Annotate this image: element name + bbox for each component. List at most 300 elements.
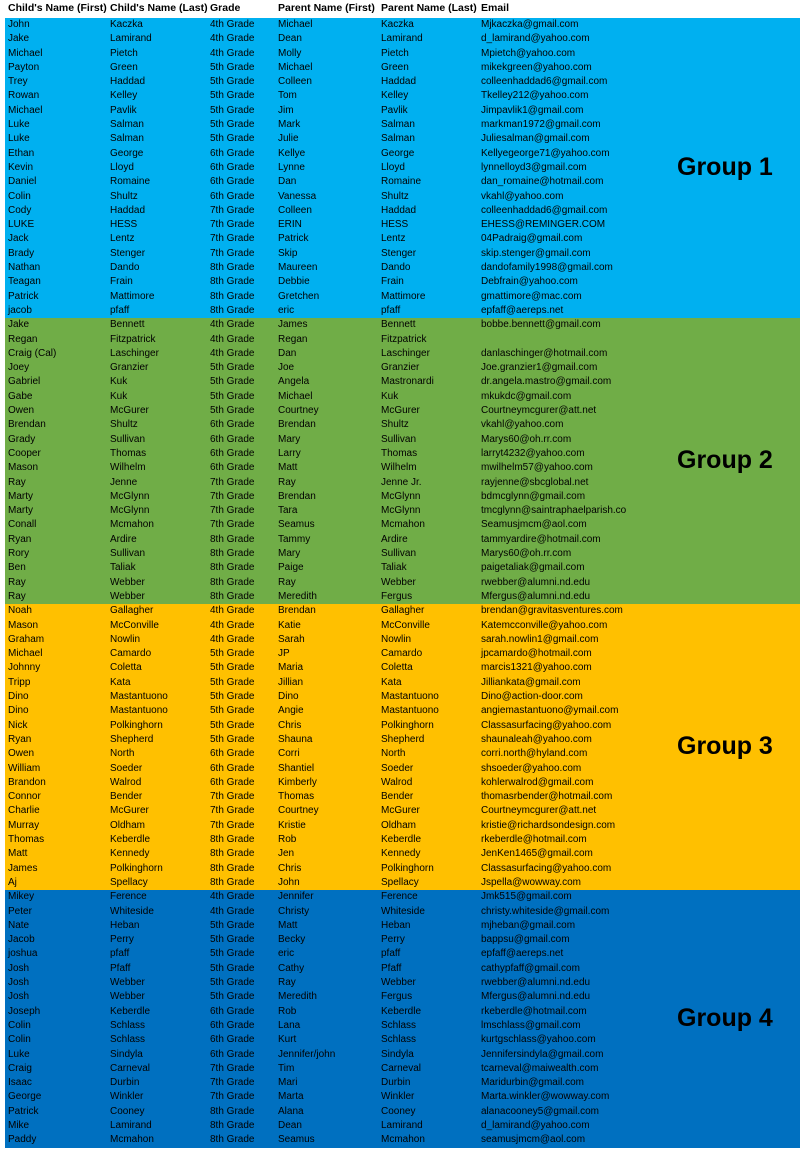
cell-child-last: Kelley: [110, 90, 138, 102]
cell-child-first: Luke: [8, 133, 30, 145]
cell-parent-last: George: [381, 147, 415, 159]
cell-parent-first: John: [278, 876, 300, 888]
table-row: [5, 890, 800, 904]
cell-parent-first: Mary: [278, 433, 301, 445]
cell-child-last: Mcmahon: [110, 1134, 154, 1146]
cell-email: alanacooney5@gmail.com: [481, 1105, 599, 1117]
cell-grade: 5th Grade: [210, 962, 255, 974]
cell-grade: 6th Grade: [210, 748, 255, 760]
cell-parent-last: Carneval: [381, 1062, 422, 1074]
cell-grade: 4th Grade: [210, 333, 255, 345]
cell-child-last: McGurer: [110, 805, 149, 817]
cell-grade: 5th Grade: [210, 705, 255, 717]
cell-child-first: Kevin: [8, 161, 34, 173]
cell-grade: 8th Grade: [210, 876, 255, 888]
cell-parent-first: Lana: [278, 1019, 301, 1031]
cell-email: mkukdc@gmail.com: [481, 390, 572, 402]
cell-child-first: Nick: [8, 719, 28, 731]
cell-child-first: John: [8, 19, 30, 30]
cell-child-first: Jacob: [8, 934, 35, 946]
cell-parent-last: Bender: [381, 791, 414, 803]
cell-child-last: Keberdle: [110, 1005, 151, 1017]
header-parent-first: Parent Name (First): [278, 2, 375, 14]
cell-child-first: Nathan: [8, 262, 41, 274]
header-child-first: Child's Name (First): [8, 2, 107, 14]
cell-child-first: Aj: [8, 876, 17, 888]
cell-email: gmattimore@mac.com: [481, 290, 582, 302]
cell-email: paigetaliak@gmail.com: [481, 562, 585, 574]
table-row: [5, 990, 800, 1004]
cell-child-first: Colin: [8, 190, 31, 202]
cell-parent-first: Maria: [278, 662, 304, 674]
cell-grade: 5th Grade: [210, 362, 255, 374]
cell-email: vkahl@yahoo.com: [481, 419, 564, 431]
cell-child-first: LUKE: [8, 219, 35, 231]
cell-email: Katemcconville@yahoo.com: [481, 619, 608, 631]
cell-parent-first: Alana: [278, 1105, 304, 1117]
cell-child-first: Marty: [8, 490, 33, 502]
cell-child-first: Cody: [8, 204, 32, 216]
cell-child-last: Salman: [110, 133, 144, 145]
cell-parent-last: Perry: [381, 934, 405, 946]
cell-grade: 5th Grade: [210, 648, 255, 660]
cell-parent-last: Winkler: [381, 1091, 415, 1103]
cell-child-last: Webber: [110, 977, 145, 989]
cell-child-last: Jenne: [110, 476, 138, 488]
cell-email: colleenhaddad6@gmail.com: [481, 204, 608, 216]
cell-grade: 7th Grade: [210, 805, 255, 817]
cell-child-first: Rory: [8, 548, 30, 560]
cell-grade: 5th Grade: [210, 733, 255, 745]
cell-child-last: Whiteside: [110, 905, 154, 917]
table-row: [5, 776, 800, 790]
cell-grade: 6th Grade: [210, 176, 255, 188]
cell-child-last: Mastantuono: [110, 691, 168, 703]
cell-grade: 7th Grade: [210, 219, 255, 231]
cell-grade: 7th Grade: [210, 505, 255, 517]
cell-parent-first: Matt: [278, 919, 298, 931]
groups-container: [5, 18, 800, 1148]
cell-child-last: Shultz: [110, 419, 138, 431]
table-row: [5, 490, 800, 504]
cell-parent-first: Matt: [278, 462, 298, 474]
cell-child-first: Jack: [8, 233, 29, 245]
cell-child-last: Durbin: [110, 1077, 140, 1089]
cell-child-first: Rowan: [8, 90, 40, 102]
cell-child-last: Webber: [110, 991, 145, 1003]
cell-grade: 8th Grade: [210, 1105, 255, 1117]
cell-child-last: Granzier: [110, 362, 149, 374]
cell-parent-first: Tammy: [278, 533, 311, 545]
table-row: [5, 89, 800, 103]
group-block: [5, 604, 800, 890]
cell-parent-last: Oldham: [381, 819, 417, 831]
cell-child-last: Gallagher: [110, 605, 154, 617]
cell-child-last: Mattimore: [110, 290, 155, 302]
cell-grade: 4th Grade: [210, 33, 255, 45]
table-row: [5, 261, 800, 275]
table-row: [5, 390, 800, 404]
cell-email: 04Padraig@gmail.com: [481, 233, 583, 245]
cell-parent-first: Colleen: [278, 76, 312, 88]
cell-parent-last: Lamirand: [381, 1120, 423, 1132]
table-row: [5, 75, 800, 89]
cell-parent-last: Lloyd: [381, 161, 405, 173]
cell-child-last: Winkler: [110, 1091, 144, 1103]
table-row: [5, 518, 800, 532]
cell-parent-first: Dino: [278, 691, 299, 703]
table-row: [5, 604, 800, 618]
cell-child-last: Soeder: [110, 762, 143, 774]
cell-child-last: George: [110, 147, 144, 159]
table-row: [5, 762, 800, 776]
cell-child-last: McGurer: [110, 405, 149, 417]
cell-parent-last: Granzier: [381, 362, 420, 374]
cell-parent-first: Chris: [278, 719, 302, 731]
cell-child-last: Stenger: [110, 247, 146, 259]
cell-email: larryt4232@yahoo.com: [481, 447, 585, 459]
cell-child-last: Fitzpatrick: [110, 333, 156, 345]
cell-child-last: Heban: [110, 919, 140, 931]
cell-child-first: Jake: [8, 319, 30, 331]
cell-parent-last: Shepherd: [381, 733, 425, 745]
cell-email: Marys60@oh.rr.com: [481, 433, 572, 445]
cell-parent-first: Joe: [278, 362, 295, 374]
cell-parent-first: Tim: [278, 1062, 295, 1074]
cell-parent-last: Mastantuono: [381, 691, 439, 703]
cell-parent-first: Cathy: [278, 962, 305, 974]
cell-child-first: Ray: [8, 590, 26, 602]
cell-child-first: Grady: [8, 433, 36, 445]
table-row: [5, 118, 800, 132]
cell-email: bappsu@gmail.com: [481, 934, 570, 946]
cell-child-first: Craig: [8, 1062, 32, 1074]
cell-parent-last: Kata: [381, 676, 402, 688]
cell-email: mikekgreen@yahoo.com: [481, 61, 592, 73]
cell-parent-first: Dean: [278, 33, 302, 45]
cell-grade: 5th Grade: [210, 919, 255, 931]
cell-parent-first: Molly: [278, 47, 302, 59]
cell-child-first: Craig (Cal): [8, 347, 57, 359]
cell-email: Dino@action-door.com: [481, 691, 583, 703]
header-parent-last: Parent Name (Last): [381, 2, 477, 14]
cell-child-last: Wilhelm: [110, 462, 146, 474]
cell-child-first: Peter: [8, 905, 32, 917]
cell-grade: 5th Grade: [210, 376, 255, 388]
cell-grade: 7th Grade: [210, 490, 255, 502]
cell-parent-last: Whiteside: [381, 905, 425, 917]
cell-child-first: Luke: [8, 1048, 30, 1060]
cell-grade: 5th Grade: [210, 76, 255, 88]
cell-parent-last: Haddad: [381, 204, 417, 216]
table-row: [5, 933, 800, 947]
table-row: [5, 590, 800, 604]
cell-parent-last: Polkinghorn: [381, 719, 434, 731]
cell-parent-last: Schlass: [381, 1019, 417, 1031]
cell-email: Maridurbin@gmail.com: [481, 1077, 584, 1089]
cell-parent-last: Pietch: [381, 47, 409, 59]
cell-child-first: Mike: [8, 1120, 30, 1132]
group-block: [5, 18, 800, 318]
cell-child-last: Shepherd: [110, 733, 154, 745]
table-row: [5, 32, 800, 46]
cell-email: Jspella@wowway.com: [481, 876, 581, 888]
cell-grade: 4th Grade: [210, 891, 255, 903]
cell-email: Classasurfacing@yahoo.com: [481, 862, 612, 874]
cell-child-first: Johnny: [8, 662, 41, 674]
cell-parent-first: Courtney: [278, 405, 319, 417]
cell-email: mwilhelm57@yahoo.com: [481, 462, 593, 474]
cell-parent-last: Lamirand: [381, 33, 423, 45]
cell-email: bobbe.bennett@gmail.com: [481, 319, 601, 331]
cell-child-first: jacob: [8, 304, 32, 316]
cell-grade: 8th Grade: [210, 562, 255, 574]
cell-parent-last: McConville: [381, 619, 430, 631]
cell-child-first: joshua: [8, 948, 38, 960]
cell-parent-last: Green: [381, 61, 409, 73]
cell-child-last: Romaine: [110, 176, 151, 188]
cell-parent-last: Coletta: [381, 662, 413, 674]
cell-email: tcarneval@maiwealth.com: [481, 1062, 599, 1074]
cell-parent-first: Lynne: [278, 161, 305, 173]
cell-grade: 4th Grade: [210, 605, 255, 617]
table-row: [5, 433, 800, 447]
cell-email: shsoeder@yahoo.com: [481, 762, 582, 774]
cell-email: christy.whiteside@gmail.com: [481, 905, 610, 917]
cell-child-last: McConville: [110, 619, 159, 631]
cell-child-first: Ray: [8, 476, 26, 488]
cell-parent-last: Walrod: [381, 776, 413, 788]
cell-parent-first: Tara: [278, 505, 298, 517]
cell-parent-last: Jenne Jr.: [381, 476, 422, 488]
table-row: [5, 661, 800, 675]
table-row: [5, 947, 800, 961]
cell-grade: 5th Grade: [210, 691, 255, 703]
cell-email: epfaff@aereps.net: [481, 948, 564, 960]
cell-child-first: Marty: [8, 505, 33, 517]
cell-parent-first: Maureen: [278, 262, 318, 274]
cell-parent-first: Dan: [278, 347, 297, 359]
cell-child-first: Murray: [8, 819, 40, 831]
cell-child-first: Brady: [8, 247, 35, 259]
cell-child-last: Webber: [110, 590, 145, 602]
cell-parent-first: Shauna: [278, 733, 313, 745]
cell-parent-first: Skip: [278, 247, 298, 259]
cell-child-first: Michael: [8, 104, 43, 116]
table-row: [5, 547, 800, 561]
cell-parent-last: Webber: [381, 977, 416, 989]
cell-parent-first: Angie: [278, 705, 304, 717]
cell-parent-first: Angela: [278, 376, 310, 388]
cell-grade: 7th Grade: [210, 1062, 255, 1074]
table-row: [5, 533, 800, 547]
cell-grade: 6th Grade: [210, 1048, 255, 1060]
cell-parent-first: Becky: [278, 934, 306, 946]
cell-parent-last: Bennett: [381, 319, 416, 331]
cell-child-first: Ryan: [8, 733, 32, 745]
cell-parent-last: Mattimore: [381, 290, 426, 302]
cell-child-last: Sullivan: [110, 548, 146, 560]
cell-parent-last: Fergus: [381, 991, 413, 1003]
cell-child-first: William: [8, 762, 41, 774]
cell-child-first: Noah: [8, 605, 32, 617]
cell-email: tammyardire@hotmail.com: [481, 533, 601, 545]
cell-email: Courtneymcgurer@att.net: [481, 405, 597, 417]
cell-child-first: Mason: [8, 619, 39, 631]
cell-child-first: Matt: [8, 848, 28, 860]
cell-grade: 5th Grade: [210, 719, 255, 731]
cell-parent-last: Pfaff: [381, 962, 402, 974]
group-label: Group 1: [677, 153, 773, 182]
cell-email: sarah.nowlin1@gmail.com: [481, 633, 599, 645]
table-row: [5, 333, 800, 347]
cell-grade: 6th Grade: [210, 762, 255, 774]
cell-grade: 5th Grade: [210, 405, 255, 417]
table-row: [5, 47, 800, 61]
cell-child-last: pfaff: [110, 948, 130, 960]
table-row: [5, 218, 800, 232]
cell-email: bdmcglynn@gmail.com: [481, 490, 586, 502]
table-row: [5, 361, 800, 375]
cell-email: Mfergus@alumni.nd.edu: [481, 590, 591, 602]
cell-parent-first: Kurt: [278, 1034, 297, 1046]
cell-parent-first: Tom: [278, 90, 297, 102]
cell-parent-first: ERIN: [278, 219, 302, 231]
table-row: [5, 561, 800, 575]
cell-child-first: Graham: [8, 633, 45, 645]
cell-grade: 4th Grade: [210, 319, 255, 331]
cell-email: dan_romaine@hotmail.com: [481, 176, 604, 188]
table-row: [5, 1062, 800, 1076]
cell-child-last: Thomas: [110, 447, 147, 459]
cell-parent-first: Rob: [278, 834, 297, 846]
table-row: [5, 919, 800, 933]
table-row: [5, 104, 800, 118]
cell-child-last: HESS: [110, 219, 138, 231]
cell-grade: 5th Grade: [210, 119, 255, 131]
cell-parent-last: McGlynn: [381, 490, 421, 502]
cell-parent-first: Katie: [278, 619, 301, 631]
cell-child-first: Paddy: [8, 1134, 37, 1146]
header-child-last: Child's Name (Last): [110, 2, 208, 14]
cell-grade: 8th Grade: [210, 290, 255, 302]
table-row: [5, 61, 800, 75]
cell-child-first: Trey: [8, 76, 28, 88]
cell-parent-last: pfaff: [381, 304, 401, 316]
table-row: [5, 633, 800, 647]
cell-child-first: Gabe: [8, 390, 33, 402]
cell-child-last: Coletta: [110, 662, 142, 674]
cell-child-first: Charlie: [8, 805, 40, 817]
cell-child-last: Oldham: [110, 819, 146, 831]
cell-parent-last: Thomas: [381, 447, 418, 459]
cell-child-first: Payton: [8, 61, 40, 73]
cell-child-last: Haddad: [110, 76, 146, 88]
cell-grade: 7th Grade: [210, 819, 255, 831]
table-row: [5, 204, 800, 218]
cell-child-last: Lamirand: [110, 33, 152, 45]
cell-parent-first: Brendan: [278, 419, 316, 431]
cell-child-last: Cooney: [110, 1105, 145, 1117]
cell-email: epfaff@aereps.net: [481, 304, 564, 316]
cell-child-first: Isaac: [8, 1077, 32, 1089]
cell-child-last: Laschinger: [110, 347, 159, 359]
cell-email: Joe.granzier1@gmail.com: [481, 362, 598, 374]
cell-parent-first: eric: [278, 948, 295, 960]
cell-child-last: pfaff: [110, 304, 130, 316]
cell-grade: 5th Grade: [210, 991, 255, 1003]
cell-parent-first: Kristie: [278, 819, 306, 831]
cell-parent-last: McGurer: [381, 405, 420, 417]
cell-child-last: Pietch: [110, 47, 138, 59]
cell-email: rwebber@alumni.nd.edu: [481, 576, 591, 588]
cell-email: d_lamirand@yahoo.com: [481, 1120, 590, 1132]
cell-email: EHESS@REMINGER.COM: [481, 219, 606, 231]
cell-parent-first: Regan: [278, 333, 308, 345]
cell-child-last: McGlynn: [110, 490, 150, 502]
cell-parent-first: Colleen: [278, 204, 312, 216]
cell-parent-last: Shultz: [381, 419, 409, 431]
cell-grade: 5th Grade: [210, 934, 255, 946]
cell-grade: 5th Grade: [210, 948, 255, 960]
cell-child-last: Ference: [110, 891, 147, 903]
table-row: [5, 232, 800, 246]
cell-child-last: Kata: [110, 676, 131, 688]
cell-child-last: Kuk: [110, 376, 128, 388]
cell-parent-first: Chris: [278, 862, 302, 874]
cell-email: Mpietch@yahoo.com: [481, 47, 576, 59]
cell-child-first: Conall: [8, 519, 37, 531]
cell-child-last: Kuk: [110, 390, 128, 402]
cell-email: Jimpavlik1@gmail.com: [481, 104, 584, 116]
cell-child-last: North: [110, 748, 135, 760]
cell-parent-first: Mark: [278, 119, 301, 131]
cell-child-first: Daniel: [8, 176, 37, 188]
cell-child-last: McGlynn: [110, 505, 150, 517]
cell-parent-last: Webber: [381, 576, 416, 588]
table-row: [5, 962, 800, 976]
cell-parent-first: Jim: [278, 104, 294, 116]
cell-email: Courtneymcgurer@att.net: [481, 805, 597, 817]
cell-parent-first: Kellye: [278, 147, 306, 159]
cell-parent-first: Mari: [278, 1077, 298, 1089]
cell-parent-last: Stenger: [381, 247, 417, 259]
cell-parent-first: Michael: [278, 390, 313, 402]
cell-parent-first: Thomas: [278, 791, 315, 803]
cell-parent-first: James: [278, 319, 308, 331]
cell-child-last: Salman: [110, 119, 144, 131]
cell-parent-last: McGurer: [381, 805, 420, 817]
table-row: [5, 905, 800, 919]
cell-grade: 4th Grade: [210, 347, 255, 359]
cell-parent-last: Taliak: [381, 562, 407, 574]
cell-parent-last: Ference: [381, 891, 418, 903]
cell-parent-first: Seamus: [278, 1134, 315, 1146]
spreadsheet: [5, 0, 800, 1148]
cell-email: Jennifersindyla@gmail.com: [481, 1048, 604, 1060]
cell-parent-first: JP: [278, 648, 290, 660]
cell-parent-first: Kimberly: [278, 776, 317, 788]
cell-child-last: Pfaff: [110, 962, 131, 974]
cell-child-last: Polkinghorn: [110, 862, 163, 874]
cell-email: tmcglynn@saintraphaelparish.co: [481, 505, 627, 517]
cell-email: danlaschinger@hotmail.com: [481, 347, 608, 359]
cell-grade: 8th Grade: [210, 276, 255, 288]
cell-child-last: Nowlin: [110, 633, 141, 645]
cell-child-first: Brandon: [8, 776, 46, 788]
cell-email: jpcamardo@hotmail.com: [481, 648, 592, 660]
table-row: [5, 318, 800, 332]
